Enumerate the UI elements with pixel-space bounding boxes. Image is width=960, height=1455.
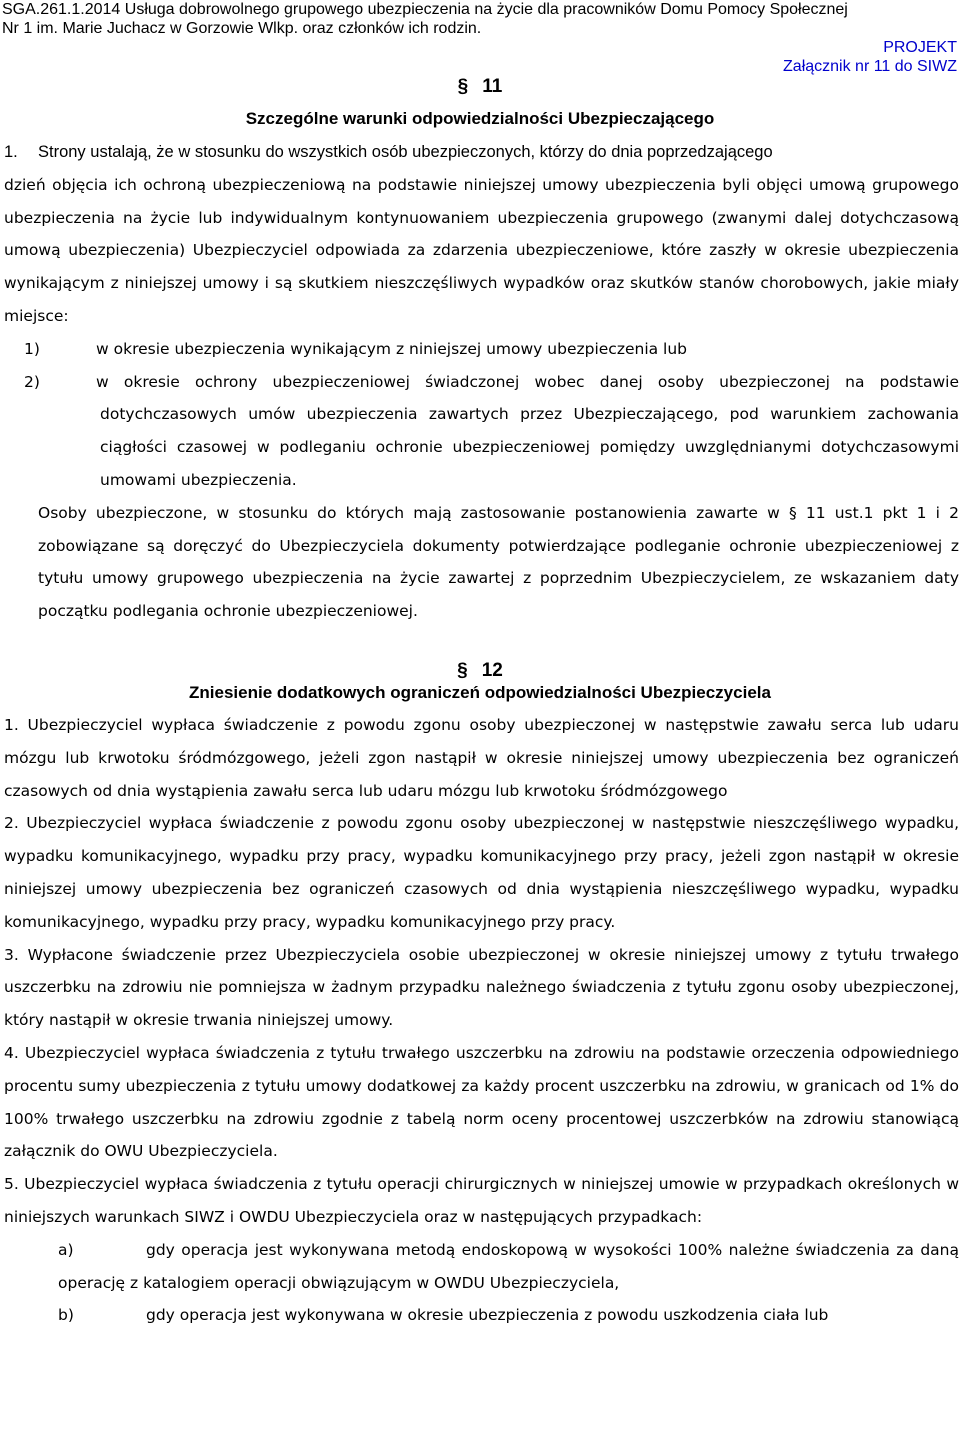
section-12-paragraph-4: 4. Ubezpieczyciel wypłaca świadczenia z tytułu trwałego uszczerbku na zdrowiu na podstawie orzeczenia odpowiedniego procentu sumy ubezpieczenia z tytułu umowy dodatkowej za każdy procent uszczerbku na zdrowiu, w granicach od 1% do 100% trwałego uszczerbku na zdrowiu zgodnie z tabelą norm oceny procentowej uszczerbków na zdrowiu stanowiącą załącznik do OWU Ubezpieczyciela. xyxy=(4,1043,959,1161)
section-12-title: Zniesienie dodatkowych ograniczeń odpowiedzialności Ubezpieczyciela xyxy=(189,683,771,702)
section-12-paragraph-3: 3. Wypłacone świadczenie przez Ubezpieczyciela osobie ubezpieczonej w okresie niniejszej umowy z tytułu trwałego uszczerbku na zdrowiu nie pomniejsza w żadnym przypadku należnego świadczenia z tytułu zgonu osoby ubezpieczonej, który nastąpił w okresie trwania niniejszej umowy. xyxy=(4,945,959,1030)
section-number: 11 xyxy=(482,76,503,97)
section-11-heading xyxy=(0,76,960,98)
document-reference-line: SGA.261.1.2014 Usługa dobrowolnego grupowego ubezpieczenia na życie dla pracowników Domu Pomocy Społecznej xyxy=(2,1,848,18)
section-12-paragraph-5: 5. Ubezpieczyciel wypłaca świadczenia z tytułu operacji chirurgicznych w niniejszej umowie w przypadkach określonych w niniejszych warunkach SIWZ i OWDU Ubezpieczyciela oraz w następujących przypadkach: xyxy=(4,1175,959,1226)
list-item-text: w okresie ochrony ubezpieczeniowej świadczonej wobec danej osoby ubezpieczonej na podstawie dotychczasowych umów ubezpieczenia zawartych przez Ubezpieczającego, pod warunkiem zachowania ciągłości czasowej w podleganiu ochronie ubezpieczeniowej pomiędzy uwzględnianymi dotychczasowymi umowami ubezpieczenia. xyxy=(96,372,959,489)
section-12-paragraph-2: 2. Ubezpieczyciel wypłaca świadczenie z powodu zgonu osoby ubezpieczonej w następstwie nieszczęśliwego wypadku, wypadku komunikacyjnego, wypadku przy pracy, wypadku komunikacyjnego przy pracy, jeżeli zgon nastąpił w okresie niniejszej umowy ubezpieczenia bez ograniczeń czasowych od dnia wystąpienia nieszczęśliwego wypadku, wypadku komunikacyjnego, wypadku przy pracy, wypadku komunikacyjnego przy pracy. xyxy=(4,814,959,931)
section-11-title: Szczególne warunki odpowiedzialności Ubezpieczającego xyxy=(245,109,715,128)
list-item-label: 2) xyxy=(24,372,40,391)
paragraph-number xyxy=(4,497,38,530)
section-12-body xyxy=(4,709,959,1332)
paragraph-text: Osoby ubezpieczone, w stosunku do których mają zastosowanie postanowienia zawarte w § 11 ust.1 pkt 1 i 2 zobowiązane są doręczyć do Ubezpieczyciela dokumenty potwierdzające podleganie ochronie ubezpieczeniowej z tytułu umowy grupowego ubezpieczenia na życie zawartej z poprzednim Ubezpieczycielem, ze wskazaniem daty początku podlegania ochronie ubezpieczeniowej. xyxy=(38,503,959,621)
section-number: 12 xyxy=(481,660,503,681)
list-item xyxy=(4,1299,959,1332)
list-item xyxy=(4,1234,959,1300)
section-12-heading xyxy=(0,660,960,682)
paragraph-body: dzień objęcia ich ochroną ubezpieczeniową na podstawie niniejszej umowy ubezpieczenia byli objęci umową grupowego ubezpieczenia na życie lub indywidualnym kontynuowaniem ubezpieczenia grupowego (zwanymi dalej dotychczasową umową ubezpieczenia) Ubezpieczyciel odpowiada za zdarzenia ubezpieczeniowe, które zaszły w okresie ubezpieczenia wynikającym z niniejszej umowy i są skutkiem nieszczęśliwych wypadków oraz skutków stanów chorobowych, jakie miały miejsce: xyxy=(4,175,959,325)
list-item-text: gdy operacja jest wykonywana w okresie ubezpieczenia z powodu uszkodzenia ciała lub xyxy=(146,1306,829,1325)
list-item xyxy=(4,333,959,366)
section-11-paragraph-1 xyxy=(4,136,959,628)
list-item-label: 1) xyxy=(24,339,40,358)
project-label: PROJEKT xyxy=(883,39,957,56)
attachment-label: Załącznik nr 11 do SIWZ xyxy=(783,58,957,75)
section-12-paragraph-1: 1. Ubezpieczyciel wypłaca świadczenie z powodu zgonu osoby ubezpieczonej w następstwie zawału serca lub udaru mózgu lub krwotoku śródmózgowego, jeżeli zgon nastąpił w okresie niniejszej umowy ubezpieczenia bez ograniczeń czasowych od dnia wystąpienia zawału serca lub udaru mózgu lub krwotoku śródmózgowego xyxy=(4,716,959,800)
section-sign: § xyxy=(457,76,469,97)
paragraph-first-line: Strony ustalają, że w stosunku do wszystkich osób ubezpieczonych, którzy do dnia poprzedzającego xyxy=(38,143,773,161)
list-item xyxy=(4,366,959,497)
list-item-label: b) xyxy=(58,1306,74,1325)
list-item-text: gdy operacja jest wykonywana metodą endoskopową w wysokości 100% należne świadczenia za daną operację z katalogiem operacji obwiązującym w OWDU Ubezpieczyciela, xyxy=(58,1240,959,1292)
paragraph-number: 1. xyxy=(4,143,18,161)
list-item-label: a) xyxy=(58,1240,74,1259)
document-reference-line-2: Nr 1 im. Marie Juchacz w Gorzowie Wlkp. oraz członków ich rodzin. xyxy=(2,20,482,37)
section-11-paragraph-2 xyxy=(4,497,959,628)
section-sign: § xyxy=(457,660,468,681)
list-item-text: w okresie ubezpieczenia wynikającym z niniejszej umowy ubezpieczenia lub xyxy=(96,339,688,358)
